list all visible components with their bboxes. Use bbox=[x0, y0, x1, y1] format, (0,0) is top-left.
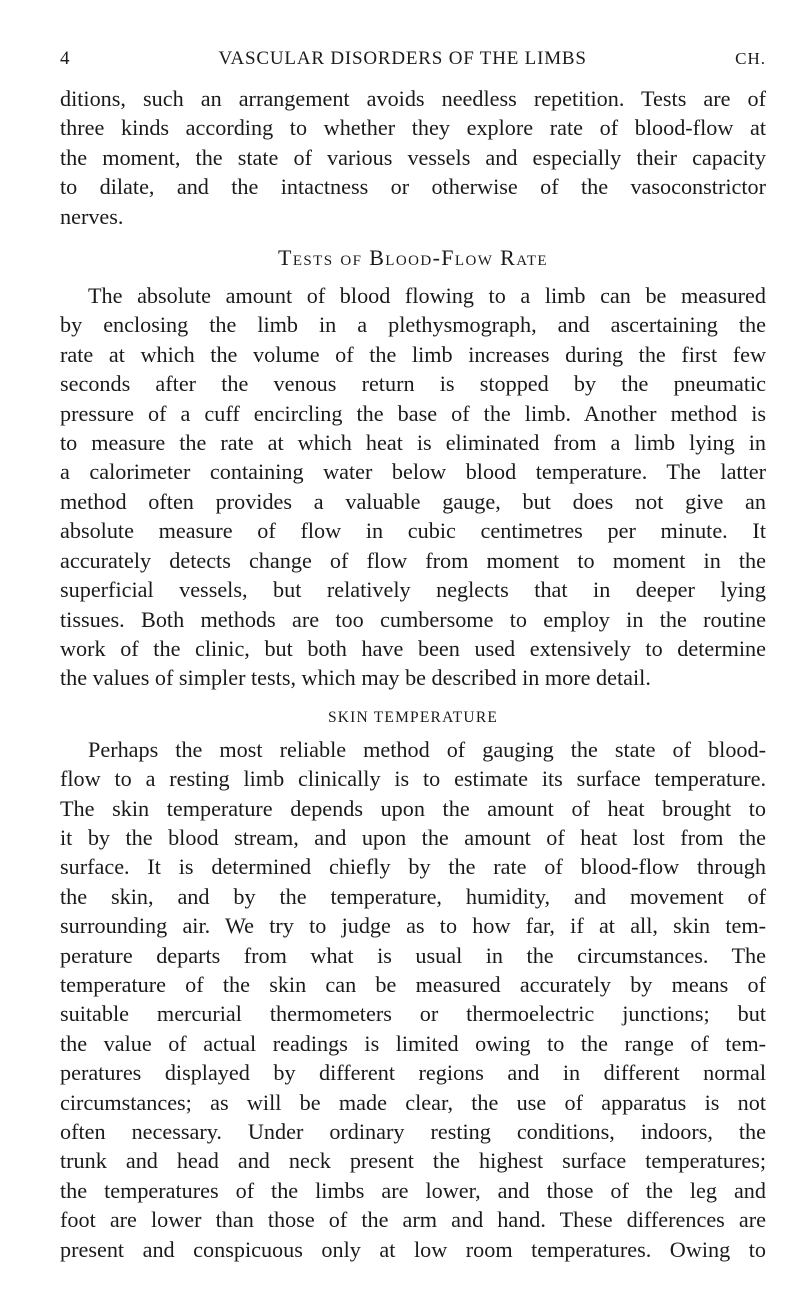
text-line: circumstances; as will be made clear, the use of apparatus is not bbox=[60, 1089, 766, 1115]
text-line: surface. It is determined chiefly by the rate of blood-flow through bbox=[60, 854, 766, 880]
text-line: method often provides a valuable gauge, but does not give an bbox=[60, 488, 766, 514]
page-number: 4 bbox=[60, 48, 71, 69]
text-line: a calorimeter containing water below blood temperature. The latter bbox=[60, 459, 766, 485]
text-line: present and conspicuous only at low room temperatures. Owing to bbox=[60, 1236, 766, 1262]
text-line: foot are lower than those of the arm and hand. These differences are bbox=[60, 1207, 766, 1233]
text-line: superficial vessels, but relatively neglects that in deeper lying bbox=[60, 577, 766, 603]
text-line: suitable mercurial thermometers or thermoelectric junctions; but bbox=[60, 1001, 766, 1027]
text-line: peratures displayed by different regions and in different normal bbox=[60, 1060, 766, 1086]
text-line: The absolute amount of blood flowing to a limb can be measured bbox=[88, 283, 766, 309]
text-line: nerves. bbox=[60, 203, 124, 229]
text-line: it by the blood stream, and upon the amount of heat lost from the bbox=[60, 824, 766, 850]
text-line: pressure of a cuff encircling the base of the limb. Another method is bbox=[60, 400, 766, 426]
text-line: to measure the rate at which heat is eliminated from a limb lying in bbox=[60, 430, 766, 456]
text-line: perature departs from what is usual in the circumstances. The bbox=[60, 942, 766, 968]
paragraph-skin-temperature bbox=[60, 735, 766, 1264]
paragraph-blood-flow-rate bbox=[60, 281, 766, 693]
text-line: trunk and head and neck present the highest surface temperatures; bbox=[60, 1148, 766, 1174]
text-line: the temperatures of the limbs are lower, and those of the leg and bbox=[60, 1177, 766, 1203]
running-head bbox=[60, 48, 766, 82]
text-line: the values of simpler tests, which may be described in more detail. bbox=[60, 665, 651, 691]
text-line: flow to a resting limb clinically is to estimate its surface temperature. bbox=[60, 766, 766, 792]
text-line: the skin, and by the temperature, humidity, and movement of bbox=[60, 883, 766, 909]
text-line: rate at which the volume of the limb increases during the first few bbox=[60, 341, 766, 367]
subheading-skin-temperature: SKIN TEMPERATURE bbox=[327, 708, 499, 726]
text-line: work of the clinic, but both have been used extensively to determine bbox=[60, 635, 766, 661]
text-line: to dilate, and the intactness or otherwise of the vasoconstrictor bbox=[60, 174, 766, 200]
chapter-abbrev: CH. bbox=[735, 49, 766, 68]
section-heading: Tests of Blood-Flow Rate bbox=[278, 245, 548, 271]
text-line: ditions, such an arrangement avoids needless repetition. Tests are of bbox=[60, 86, 766, 111]
text-line: tissues. Both methods are too cumbersome to employ in the routine bbox=[60, 606, 766, 632]
text-line: often necessary. Under ordinary resting conditions, indoors, the bbox=[60, 1119, 766, 1144]
text-line: The skin temperature depends upon the amount of heat brought to bbox=[60, 795, 766, 821]
text-line: surrounding air. We try to judge as to how far, if at all, skin tem- bbox=[60, 913, 766, 939]
text-line: the value of actual readings is limited owing to the range of tem- bbox=[60, 1030, 766, 1056]
running-head-title: VASCULAR DISORDERS OF THE LIMBS bbox=[218, 48, 587, 69]
text-line: temperature of the skin can be measured accurately by means of bbox=[60, 971, 766, 997]
text-line: Perhaps the most reliable method of gauging the state of blood- bbox=[88, 736, 766, 762]
paragraph-intro bbox=[60, 84, 766, 231]
book-page bbox=[60, 48, 766, 1264]
text-line: absolute measure of flow in cubic centimetres per minute. It bbox=[60, 518, 766, 544]
text-line: seconds after the venous return is stopped by the pneumatic bbox=[60, 371, 766, 397]
text-line: by enclosing the limb in a plethysmograph, and ascertaining the bbox=[60, 312, 766, 338]
text-line: the moment, the state of various vessels and especially their capacity bbox=[60, 144, 766, 170]
text-line: three kinds according to whether they explore rate of blood-flow at bbox=[60, 115, 766, 141]
text-line: accurately detects change of flow from moment to moment in the bbox=[60, 547, 766, 573]
